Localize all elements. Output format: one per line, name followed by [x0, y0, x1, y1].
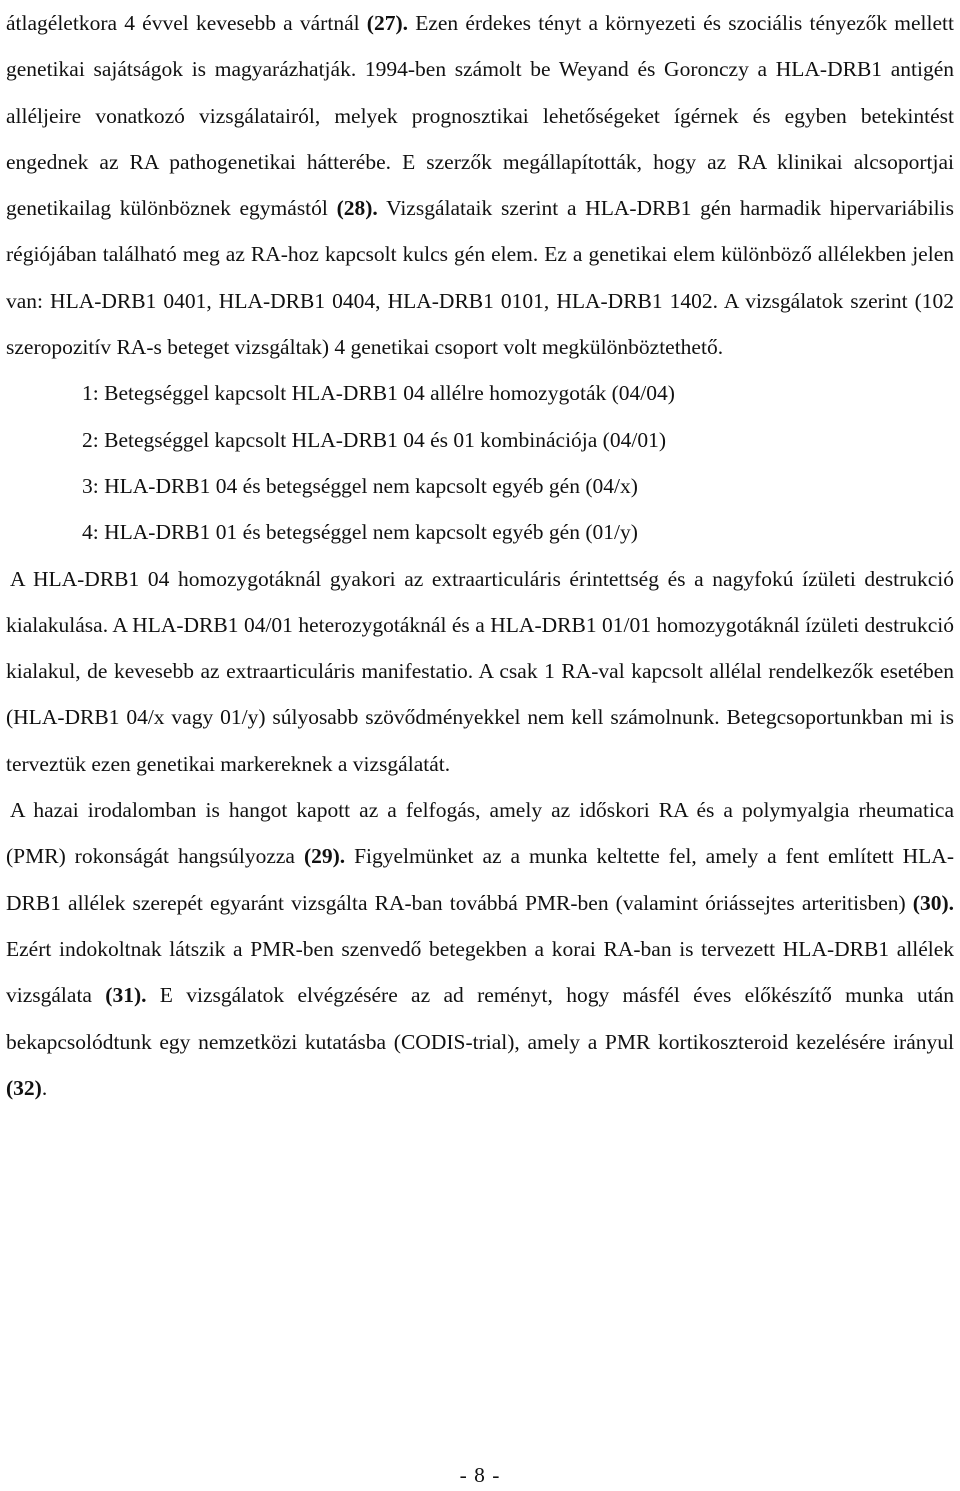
- text-segment: Ezen érdekes tényt a környezeti és szociális tényezők mellett genetikai sajátságok is magyarázhatják. 1994-ben számolt be Weyand és Goronczy a HLA-DRB1 antigén alléljeire vonatkozó vizsgálatairól, melyek prognosztikai lehetőségeket ígérnek és egyben betekintést engednek az RA pathogenetikai hátterébe. E szerzők megállapították, hogy az RA klinikai alcsoportjai genetikailag különböznek egymástól: [6, 11, 954, 221]
- text-segment: átlagéletkora 4 évvel kevesebb a vártnál: [6, 11, 367, 35]
- paragraph-group-outcomes: A HLA-DRB1 04 homozygotáknál gyakori az extraarticuláris érintettség és a nagyfokú ízületi destrukció kialakulása. A HLA-DRB1 04/01 heterozygotáknál és a HLA-DRB1 01/01 homozygotáknál ízületi destrukció kialakul, de kevesebb az extraarticuláris manifestatio. A csak 1 RA-val kapcsolt allélal rendelkezők esetében (HLA-DRB1 04/x vagy 01/y) súlyosabb szövődményekkel nem kell számolnunk. Betegcsoportunkban mi is terveztük ezen genetikai markereknek a vizsgálatát.: [6, 566, 954, 776]
- reference-30: (30).: [912, 890, 954, 915]
- reference-31: (31).: [105, 983, 147, 1008]
- list-item: 3: HLA-DRB1 04 és betegséggel nem kapcsolt egyéb gén (04/x): [82, 473, 638, 498]
- text-segment: A hazai irodalomban is hangot kapott az a felfogás, amely az időskori RA és a polymyalgia rheumatica (PMR) rokonságát hangsúlyozza: [6, 798, 954, 869]
- reference-29: (29).: [303, 844, 346, 869]
- paragraph-pmr: [6, 787, 954, 1111]
- text-segment: Figyelmünket az a munka keltette fel, amely a fent említett HLA-DRB1 allélek szerepét egyaránt vizsgálta RA-ban továbbá PMR-ben (valamint óriássejtes arteritisben): [6, 844, 954, 915]
- paragraph-genetics-intro: [6, 0, 954, 370]
- text-segment: Ezért indokoltnak látszik a PMR-ben szenvedő betegekben a korai RA-ban is tervezett HLA-DRB1 allélek vizsgálata: [6, 936, 954, 1008]
- page-number: - 8 -: [459, 1463, 501, 1487]
- reference-32: (32): [6, 1075, 42, 1100]
- genetic-groups-list: [6, 370, 954, 555]
- text-segment: .: [41, 1075, 48, 1100]
- reference-28: (28).: [336, 196, 378, 221]
- text-segment: Vizsgálataik szerint a HLA-DRB1 gén harmadik hipervariábilis régiójában található meg az RA-hoz kapcsolt kulcs gén elem. Ez a genetikai elem különböző allélekben jelen van: HLA-DRB1 0401, HLA-DRB1 0404, HLA-DRB1 0101, HLA-DRB1 1402. A vizsgálatok szerint (102 szeropozitív RA-s beteget vizsgáltak) 4 genetikai csoport volt megkülönböztethető.: [6, 196, 954, 360]
- text-segment: E vizsgálatok elvégzésére az ad reményt, hogy másfél éves előkészítő munka után bekapcsolódtunk egy nemzetközi kutatásba (CODIS-trial), amely a PMR kortikoszteroid kezelésére irányul: [6, 983, 954, 1054]
- list-item: 2: Betegséggel kapcsolt HLA-DRB1 04 és 01 kombinációja (04/01): [82, 427, 666, 452]
- list-item: 4: HLA-DRB1 01 és betegséggel nem kapcsolt egyéb gén (01/y): [82, 520, 638, 545]
- document-page: [6, 0, 954, 1111]
- reference-27: (27).: [366, 11, 408, 35]
- list-item: 1: Betegséggel kapcsolt HLA-DRB1 04 allélre homozygoták (04/04): [82, 381, 675, 406]
